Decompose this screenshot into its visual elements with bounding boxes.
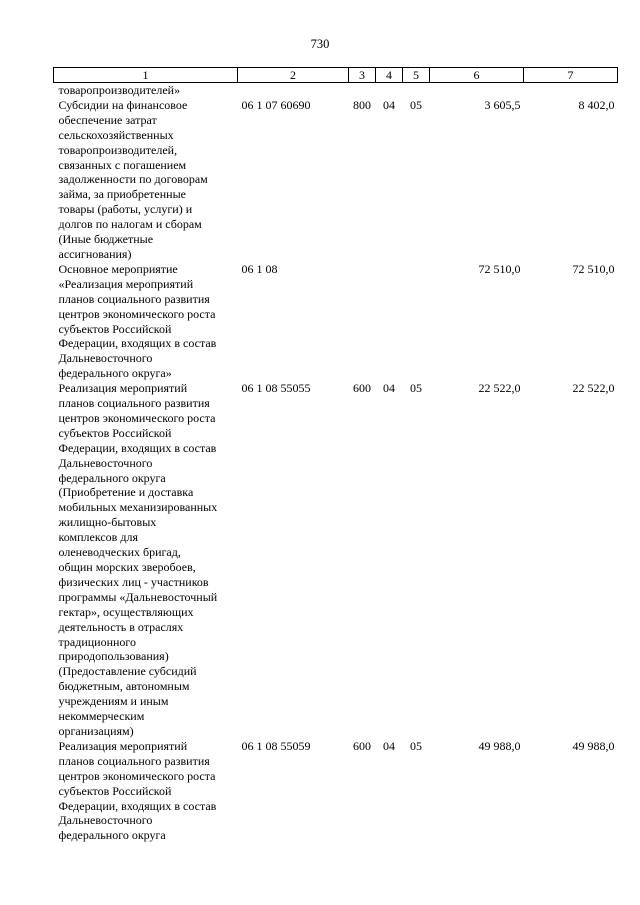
program-code-cell: 06 1 08 55059	[241, 738, 311, 753]
amount-col7-cell: 49 988,0	[572, 738, 615, 753]
column-header: 7	[524, 68, 618, 83]
item-name-line: ассигнования)	[58, 246, 132, 261]
section-cell: 04	[383, 97, 395, 112]
item-name-line: товары (работы, услуги) и	[58, 202, 193, 217]
item-name-line: долгов по налогам и сборам	[58, 217, 202, 232]
item-name-line: (Предоставление субсидий	[58, 664, 197, 679]
item-name-line: Реализация мероприятий	[58, 381, 188, 396]
expense-type-cell: 600	[353, 381, 371, 396]
item-name-line: Дальневосточного	[58, 455, 153, 470]
item-name-line: «Реализация мероприятий	[58, 276, 194, 291]
section-cell	[376, 83, 403, 98]
table-row	[54, 83, 618, 98]
column-header: 3	[349, 68, 376, 83]
amount-col6-cell: 22 522,0	[478, 381, 521, 396]
item-name-line: бюджетным, автономным	[58, 679, 190, 694]
amount-col7-cell: 22 522,0	[572, 381, 615, 396]
item-name-line: задолженности по договорам	[58, 172, 208, 187]
item-name-line: гектар», осуществляющих	[58, 604, 194, 619]
item-name-cell	[54, 83, 238, 98]
item-name-line: общин морских зверобоев,	[58, 560, 196, 574]
subsection-cell: 05	[410, 97, 422, 112]
table-body	[54, 83, 618, 844]
item-name-line: (Иные бюджетные	[58, 232, 154, 247]
column-header: 4	[376, 68, 403, 83]
subsection-cell	[403, 83, 430, 98]
item-name-line: Федерации, входящих в состав	[58, 798, 217, 813]
item-name-line: Федерации, входящих в состав	[58, 336, 217, 351]
program-code-cell: 06 1 08 55055	[241, 381, 311, 396]
column-header: 6	[430, 68, 524, 83]
item-name-line: деятельность в отраслях	[58, 619, 184, 634]
item-name-line: Реализация мероприятий	[58, 738, 188, 753]
item-name-line: субъектов Российской	[58, 321, 172, 336]
item-name-line: планов социального развития	[58, 396, 210, 411]
item-name-line: сельскохозяйственных	[58, 127, 174, 142]
table-row	[54, 98, 618, 262]
item-name-line: федерального округа»	[58, 366, 172, 381]
item-name-line: центров экономического роста	[58, 306, 216, 321]
amount-col7-cell: 8 402,0	[578, 97, 615, 112]
item-name-line: Основное мероприятие	[58, 261, 178, 276]
item-name-line: (Приобретение и доставка	[58, 485, 194, 500]
item-name-line: федерального округа	[58, 828, 166, 843]
column-header: 5	[403, 68, 430, 83]
expense-type-cell	[349, 262, 376, 381]
header-row	[54, 68, 618, 83]
item-name-line: комплексов для	[58, 530, 138, 545]
subsection-cell: 05	[410, 738, 422, 753]
table-row	[54, 262, 618, 381]
item-name-line: центров экономического роста	[58, 768, 216, 783]
item-name-line: учреждениям и иным	[58, 694, 169, 709]
program-code-cell: 06 1 07 60690	[241, 97, 311, 112]
amount-col6-cell: 3 605,5	[484, 97, 521, 112]
item-name-cell	[54, 98, 238, 262]
item-name-line: связанных с погашением	[58, 157, 187, 172]
column-header: 2	[238, 68, 349, 83]
budget-table	[53, 67, 618, 843]
program-code-cell	[238, 83, 349, 98]
amount-col6-cell: 49 988,0	[478, 738, 521, 753]
item-name-line: программы «Дальневосточный	[58, 589, 218, 604]
item-name-line: товаропроизводителей»	[58, 83, 181, 97]
page-number: 730	[310, 37, 330, 51]
expense-type-cell	[349, 83, 376, 98]
column-header: 1	[54, 68, 238, 83]
item-name-line: жилищно-бытовых	[58, 515, 157, 530]
program-code-cell: 06 1 08	[241, 261, 278, 276]
amount-col7-cell	[524, 83, 618, 98]
table-row	[54, 381, 618, 739]
section-cell: 04	[383, 738, 395, 753]
item-name-line: некоммерческим	[58, 709, 145, 724]
item-name-line: центров экономического роста	[58, 410, 216, 425]
item-name-line: планов социального развития	[58, 291, 210, 306]
section-cell: 04	[383, 381, 395, 396]
item-name-line: займа, за приобретенные	[58, 187, 186, 202]
item-name-line: субъектов Российской	[58, 425, 172, 440]
item-name-line: традиционного	[58, 634, 137, 649]
amount-col6-cell: 72 510,0	[478, 261, 521, 276]
table-row	[54, 739, 618, 843]
expense-type-cell: 600	[353, 738, 371, 753]
item-name-line: обеспечение затрат	[58, 112, 157, 127]
section-cell	[376, 262, 403, 381]
item-name-cell	[54, 381, 238, 739]
item-name-line: Субсидии на финансовое	[58, 97, 188, 112]
subsection-cell: 05	[410, 381, 422, 396]
item-name-cell	[54, 739, 238, 843]
item-name-line: природопользования)	[58, 649, 169, 664]
item-name-line: Дальневосточного	[58, 351, 153, 366]
item-name-line: планов социального развития	[58, 753, 210, 768]
item-name-line: мобильных механизированных	[58, 500, 218, 515]
amount-col7-cell: 72 510,0	[572, 261, 615, 276]
item-name-line: товаропроизводителей,	[58, 142, 178, 157]
amount-col6-cell	[430, 83, 524, 98]
item-name-line: физических лиц - участников	[58, 574, 209, 589]
item-name-line: Федерации, входящих в состав	[58, 440, 217, 455]
expense-type-cell: 800	[353, 97, 371, 112]
item-name-line: федерального округа	[58, 470, 166, 485]
item-name-cell	[54, 262, 238, 381]
subsection-cell	[403, 262, 430, 381]
item-name-line: оленеводческих бригад,	[58, 545, 181, 560]
item-name-line: субъектов Российской	[58, 783, 172, 798]
item-name-line: Дальневосточного	[58, 813, 153, 828]
item-name-line: организациям)	[58, 723, 134, 738]
